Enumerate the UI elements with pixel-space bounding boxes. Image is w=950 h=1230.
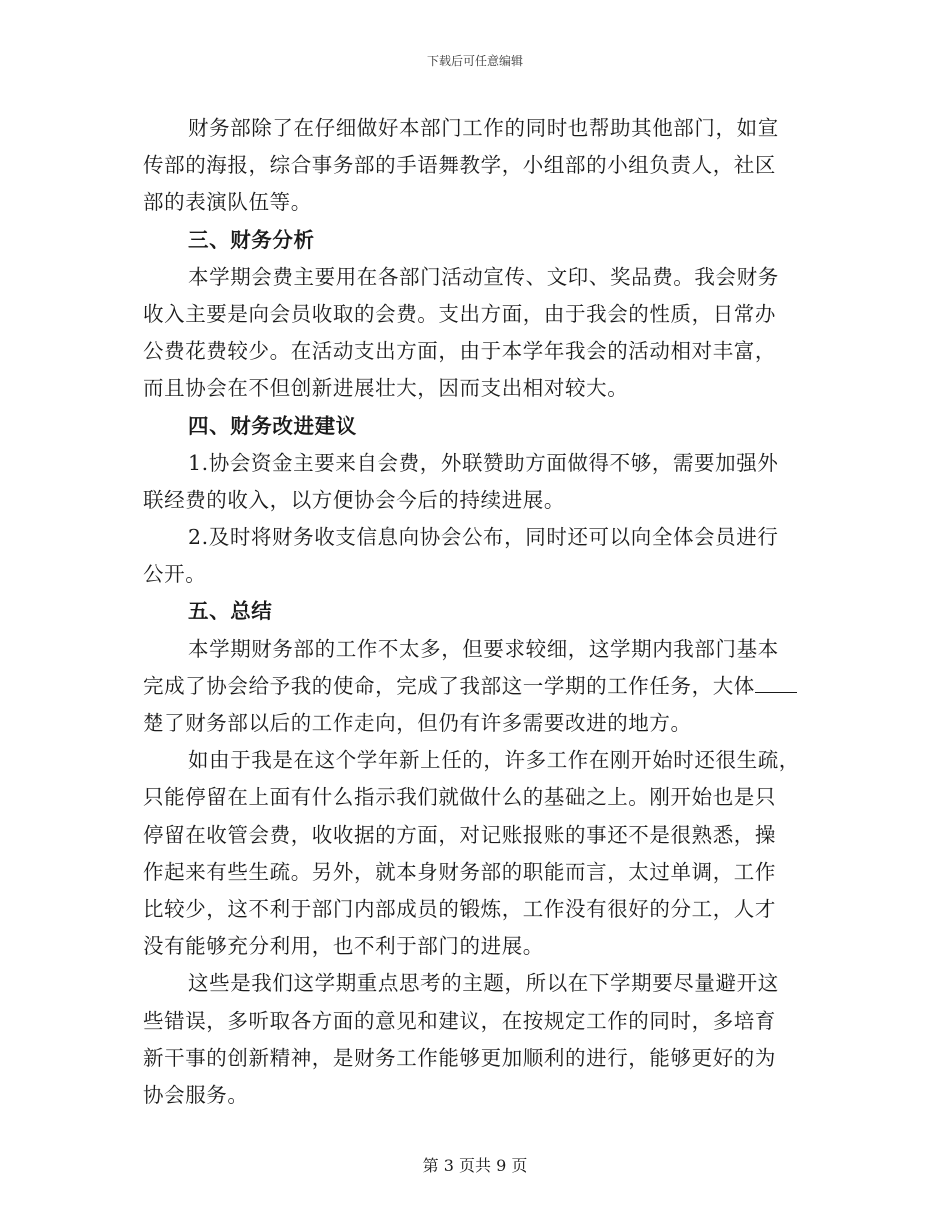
page-footer: 第 3 页共 9 页 [422,1156,528,1175]
text-line [143,1003,808,1040]
section-heading [143,408,808,445]
line-text: 新干事的创新精神，是财务工作能够更加顺利的进行，能够更好的为 [143,1045,776,1070]
page-header: 下载后可任意编辑 [426,54,523,68]
text-line [143,817,808,854]
text-line [143,928,808,965]
text-line [143,110,808,147]
text-line [143,1040,808,1077]
line-text: 只能停留在上面有什么指示我们就做什么的基础之上。刚开始也是只 [143,785,776,810]
text-line [143,556,808,593]
text-line [143,333,808,370]
line-text: 而且协会在不但创新进展壮大，因而支出相对较大。 [143,376,629,401]
text-line [143,779,808,816]
document-body [143,110,808,1114]
section-heading [143,593,808,630]
text-line [143,891,808,928]
text-line [143,184,808,221]
line-text: 停留在收管会费，收收据的方面，对记账报账的事还不是很熟悉，操 [143,822,776,847]
fill-in-blank [755,672,797,693]
text-line [143,631,808,668]
line-text: 本学期会费主要用在各部门活动宣传、文印、奖品费。我会财务 [188,264,779,289]
text-line [143,965,808,1002]
text-line [143,1077,808,1114]
line-text: 些错误，多听取各方面的意见和建议，在按规定工作的同时，多培育 [143,1008,776,1033]
line-text: 联经费的收入，以方便协会今后的持续进展。 [143,487,565,512]
line-text: 部的表演队伍等。 [143,190,312,215]
line-text: 财务部除了在仔细做好本部门工作的同时也帮助其他部门，如宣 [188,116,779,140]
line-text: 这些是我们这学期重点思考的主题，所以在下学期要尽量避开这 [188,971,779,996]
text-line [143,668,808,705]
line-text: 五、总结 [188,599,273,624]
line-text: 完成了协会给予我的使命，完成了我部这一学期的工作任务，大体 [143,673,755,698]
line-text: 三、财务分析 [188,227,315,252]
text-line [143,370,808,407]
line-text: 四、财务改进建议 [188,413,357,438]
text-line [143,854,808,891]
text-line [143,259,808,296]
text-line [143,445,808,482]
line-text: 比较少，这不利于部门内部成员的锻炼，工作没有很好的分工，人才 [143,896,776,921]
section-heading [143,222,808,259]
line-text: 公费花费较少。在活动支出方面，由于本学年我会的活动相对丰富， [143,339,776,364]
line-text: 作起来有些生疏。另外，就本身财务部的职能而言，太过单调，工作 [143,859,776,884]
line-text: 协会服务。 [143,1082,249,1107]
line-text: 没有能够充分利用，也不利于部门的进展。 [143,934,544,959]
text-line [143,742,808,779]
text-line [143,705,808,742]
text-line [143,296,808,333]
line-text: 1.协会资金主要来自会费，外联赞助方面做得不够，需要加强外 [188,450,779,475]
line-text: 楚了财务部以后的工作走向，但仍有许多需要改进的地方。 [143,711,692,735]
text-line [143,147,808,184]
text-line [143,519,808,556]
line-text: 收入主要是向会员收取的会费。支出方面，由于我会的性质，日常办 [143,301,776,326]
line-text: 2.及时将财务收支信息向协会公布，同时还可以向全体会员进行 [188,525,779,550]
text-line [143,482,808,519]
line-text: 本学期财务部的工作不太多，但要求较细，这学期内我部门基本 [188,636,779,661]
line-text: 如由于我是在这个学年新上任的，许多工作在刚开始时还很生疏， [188,748,800,773]
line-text: 传部的海报，综合事务部的手语舞教学，小组部的小组负责人，社区 [143,153,776,178]
line-text: 公开。 [143,562,207,587]
